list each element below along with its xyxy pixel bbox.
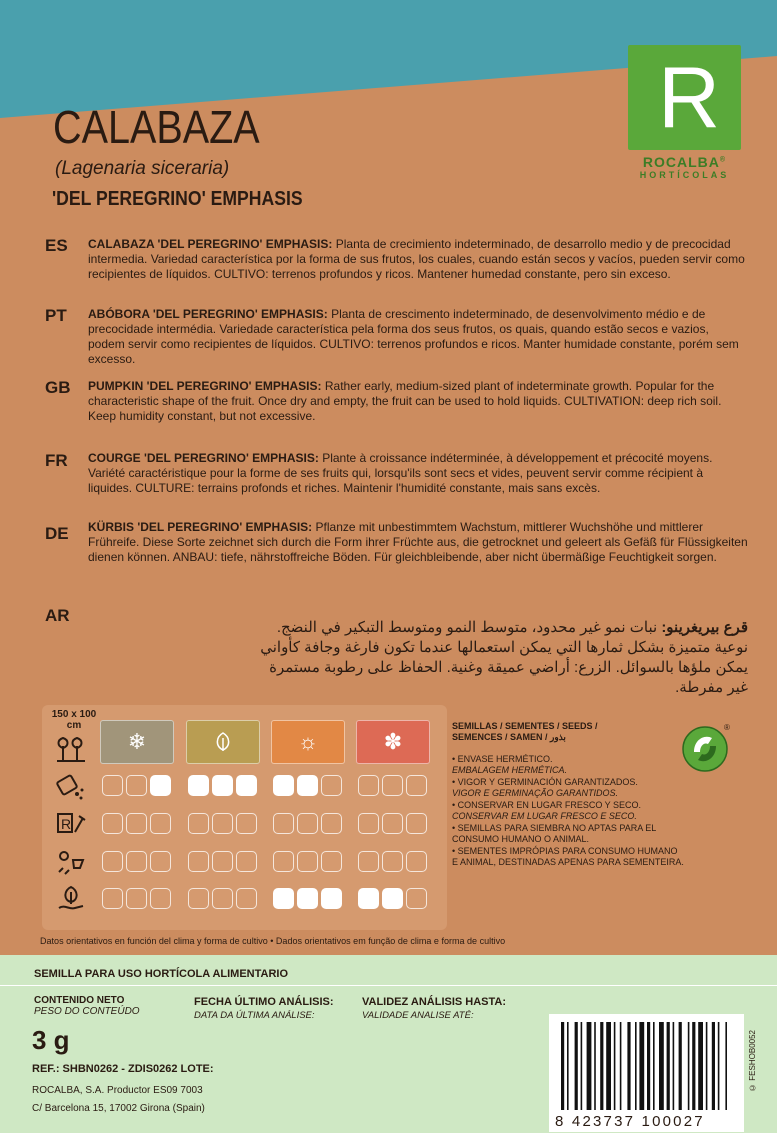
transplant-icon: [55, 808, 87, 840]
calendar-cell-direct-sowing-5: [212, 851, 233, 872]
plant-spacing-icon: [55, 732, 87, 764]
summer-icon: ☼: [271, 720, 345, 764]
plant-spacing-label: 150 x 100 cm: [51, 709, 97, 731]
calendar-cell-transplant-1: [102, 813, 123, 834]
seedbed-sowing-icon: [55, 770, 87, 802]
calendar-cell-direct-sowing-9: [321, 851, 342, 872]
logo-letter: R: [658, 50, 721, 146]
barcode-bar: [567, 1022, 569, 1110]
calendar-cell-sowing-seedbed-2: [126, 775, 147, 796]
barcode-bar: [647, 1022, 650, 1110]
logo-green-box: [628, 45, 741, 150]
lang-code-es: ES: [45, 236, 68, 255]
calendar-cell-harvest-5: [212, 888, 233, 909]
barcode-bar: [614, 1022, 616, 1110]
last-analysis-date-label: FECHA ÚLTIMO ANÁLISIS: DATA DA ÚLTIMA ANÁLISE:: [194, 996, 334, 1021]
description-pt: ABÓBORA 'DEL PEREGRINO' EMPHASIS: Planta de crescimento indeterminado, de desenvolvimento médio e de precocidade intermédia. Variedade característica pela forma dos seus frutos, os quais, quando estão secos e vazios, podem servir como recipientes de líquidos. CULTIVO: terrenos profundos e ricos. Manter humidade constante, porém sem excesso.: [88, 307, 739, 366]
description-gb: PUMPKIN 'DEL PEREGRINO' EMPHASIS: Rather early, medium-sized plant of indeterminate growth. Popular for the characteristic shape of the fruit. Once dry and empty, the fruit can be used to hold liquids. CULTIVATION: deep rich soil. Keep humidity constant, but not excessive.: [88, 379, 722, 423]
barcode-bar: [581, 1022, 583, 1110]
description-de: KÜRBIS 'DEL PEREGRINO' EMPHASIS: Pflanze mit unbestimmtem Wachstum, mittlerer Wuchshöhe und mittlerer Frühreife. Diese Sorte zeichnet sich durch die Form ihrer Früchte aus, die getrocknet und geleert als Gefäß für Flüssigkeiten dienen können. ANBAU: tiefe, nährstoffreiche Böden. Für gleichbleibende, aber nicht übermäßige Feuchtigkeit sorgen.: [88, 520, 748, 564]
calendar-cell-sowing-seedbed-9: [321, 775, 342, 796]
calendar-cell-transplant-4: [188, 813, 209, 834]
footer-divider: [0, 985, 777, 986]
product-latin-name: (Lagenaria siceraria): [55, 158, 230, 179]
calendar-cell-sowing-seedbed-3: [150, 775, 171, 796]
barcode-bar: [627, 1022, 630, 1110]
calendar-cell-harvest-6: [236, 888, 257, 909]
calendar-cell-transplant-8: [297, 813, 318, 834]
calendar-cell-harvest-1: [102, 888, 123, 909]
net-content-label: CONTENIDO NETO PESO DO CONTEÚDO: [34, 995, 140, 1017]
seeds-info-item: • SEMENTES IMPRÓPIAS PARA CONSUMO HUMANO E ANIMAL, DESTINADAS APENAS PARA SEMENTEIRA.: [452, 846, 684, 867]
barcode-bars: [549, 1014, 744, 1114]
calendar-cell-harvest-2: [126, 888, 147, 909]
calendar-cell-direct-sowing-8: [297, 851, 318, 872]
calendar-cell-transplant-12: [406, 813, 427, 834]
seeds-info-item: • ENVASE HERMÉTICO. EMBALAGEM HERMÉTICA.: [452, 754, 568, 775]
barcode-bar: [620, 1022, 622, 1110]
description-es: CALABAZA 'DEL PEREGRINO' EMPHASIS: Planta de crecimiento indeterminado, de desarrollo medio y de precocidad intermedia. Variedad característica por la forma de sus frutos, los cuales, cuando están secos y vacíos, pueden servir como recipientes de líquidos. CULTIVO: terrenos profundos y ricos. Mantener humedad constante, pero sin exceso.: [88, 237, 745, 281]
calendar-cell-direct-sowing-6: [236, 851, 257, 872]
barcode-bar: [688, 1022, 690, 1110]
barcode-bar: [667, 1022, 670, 1110]
lang-code-de: DE: [45, 524, 69, 543]
seeds-info-heading: SEMILLAS / SEMENTES / SEEDS / SEMENCES / SAMEN / بذور: [452, 721, 598, 742]
lang-code-pt: PT: [45, 306, 67, 325]
barcode-bar: [692, 1022, 695, 1110]
calendar-cell-sowing-seedbed-8: [297, 775, 318, 796]
product-variety: 'DEL PEREGRINO' EMPHASIS: [52, 188, 303, 210]
calendar-cell-direct-sowing-12: [406, 851, 427, 872]
description-ar: قرع بيريغرينو: نبات نمو غير محدود، متوسط النمو ومتوسط التبكير في النضج. نوعية متميزة بشكل ثمارها التي يمكن استعمالها عندما تكون فارغة وجافة كأواني يمكن ملؤها بالسوائل. الزرع: أراضي عميقة وغنية. الحفاظ على رطوبة مستمرة غير مفرطة.: [260, 619, 748, 696]
calendar-cell-transplant-5: [212, 813, 233, 834]
seeds-info-list: [452, 754, 684, 869]
calendar-cell-direct-sowing-2: [126, 851, 147, 872]
calendar-cell-harvest-9: [321, 888, 342, 909]
calendar-cell-harvest-3: [150, 888, 171, 909]
producer-address: C/ Barcelona 15, 17002 Girona (Spain): [32, 1103, 205, 1114]
product-title: CALABAZA: [53, 101, 260, 153]
calendar-cell-direct-sowing-4: [188, 851, 209, 872]
barcode-bar: [718, 1022, 720, 1110]
barcode-bar: [561, 1022, 564, 1110]
calendar-cell-harvest-8: [297, 888, 318, 909]
calendar-cell-transplant-3: [150, 813, 171, 834]
net-weight: 3 g: [32, 1025, 70, 1055]
barcode-bar: [587, 1022, 592, 1110]
barcode-bar: [712, 1022, 715, 1110]
vertical-print-code: © FESHOB0052: [748, 1030, 757, 1092]
barcode-bar: [659, 1022, 664, 1110]
calendar-cell-transplant-9: [321, 813, 342, 834]
harvest-icon: [55, 884, 87, 916]
seeds-info-item: • CONSERVAR EN LUGAR FRESCO Y SECO. CONSERVAR EM LUGAR FRESCO E SECO.: [452, 800, 642, 821]
calendar-cell-transplant-7: [273, 813, 294, 834]
svg-text:®: ®: [724, 723, 730, 732]
logo-subtitle: HORTÍCOLAS: [639, 170, 730, 180]
calendar-cell-direct-sowing-1: [102, 851, 123, 872]
seeds-info-item: • VIGOR Y GERMINACIÓN GARANTIZADOS. VIGOR E GERMINAÇÃO GARANTIDOS.: [452, 777, 638, 798]
seeds-info-item: • SEMILLAS PARA SIEMBRA NO APTAS PARA EL CONSUMO HUMANO O ANIMAL.: [452, 823, 656, 844]
lang-code-gb: GB: [45, 378, 71, 397]
calendar-cell-sowing-seedbed-1: [102, 775, 123, 796]
barcode-bar: [725, 1022, 727, 1110]
calendar-cell-sowing-seedbed-4: [188, 775, 209, 796]
calendar-cell-sowing-seedbed-10: [358, 775, 379, 796]
calendar-cell-sowing-seedbed-6: [236, 775, 257, 796]
barcode-bar: [575, 1022, 578, 1110]
calendar-cell-sowing-seedbed-7: [273, 775, 294, 796]
calendar-cell-sowing-seedbed-12: [406, 775, 427, 796]
calendar-cell-transplant-2: [126, 813, 147, 834]
calendar-cell-direct-sowing-10: [358, 851, 379, 872]
calendar-cell-direct-sowing-3: [150, 851, 171, 872]
barcode-number: 8 423737 100027: [555, 1113, 705, 1130]
spring-icon: [186, 720, 260, 764]
barcode-bar: [635, 1022, 637, 1110]
winter-icon: ❄: [100, 720, 174, 764]
calendar-cell-harvest-10: [358, 888, 379, 909]
calendar-cell-transplant-6: [236, 813, 257, 834]
calendar-cell-sowing-seedbed-11: [382, 775, 403, 796]
reference-lot: REF.: SHBN0262 - ZDIS0262 LOTE:: [32, 1063, 214, 1075]
analysis-validity-label: VALIDEZ ANÁLISIS HASTA: VALIDADE ANALISE ATÉ:: [362, 996, 507, 1021]
calendar-cell-harvest-12: [406, 888, 427, 909]
svg-text:R: R: [61, 816, 72, 832]
barcode-bar: [639, 1022, 644, 1110]
producer-info: ROCALBA, S.A. Productor ES09 7003: [32, 1085, 203, 1096]
barcode-bar: [600, 1022, 603, 1110]
calendar-cell-harvest-11: [382, 888, 403, 909]
barcode-bar: [606, 1022, 611, 1110]
direct-sowing-icon: [55, 846, 87, 878]
lang-code-fr: FR: [45, 451, 68, 470]
rocalba-logo: [628, 45, 741, 190]
logo-brand-name: ROCALBA®: [642, 154, 727, 170]
barcode-bar: [706, 1022, 708, 1110]
barcode-bar: [594, 1022, 596, 1110]
calendar-cell-harvest-7: [273, 888, 294, 909]
barcode-bar: [679, 1022, 682, 1110]
calendar-cell-transplant-10: [358, 813, 379, 834]
calendar-cell-harvest-4: [188, 888, 209, 909]
barcode-bar: [673, 1022, 675, 1110]
green-dot-recycling-icon: [680, 720, 734, 774]
calendar-cell-direct-sowing-7: [273, 851, 294, 872]
seed-use-label: SEMILLA PARA USO HORTÍCOLA ALIMENTARIO: [34, 968, 289, 980]
lang-code-ar: AR: [45, 606, 70, 625]
calendar-cell-direct-sowing-11: [382, 851, 403, 872]
calendar-cell-transplant-11: [382, 813, 403, 834]
barcode-bar: [698, 1022, 703, 1110]
calendar-cell-sowing-seedbed-5: [212, 775, 233, 796]
orientative-data-note: Datos orientativos en función del clima y forma de cultivo • Dados orientativos em função de clima e forma de cultivo: [40, 936, 506, 947]
barcode-bar: [653, 1022, 655, 1110]
autumn-icon: ✽: [356, 720, 430, 764]
description-fr: COURGE 'DEL PEREGRINO' EMPHASIS: Plante à croissance indéterminée, à développement et précocité moyens. Variété caractéristique pour la forme de ses fruits qui, lorsqu'ils sont secs et vides, peuvent servir comme récipient à liquides. CULTURE: terrains profonds et riches. Maintenir l'humidité constante, mais sans excès.: [88, 451, 713, 495]
